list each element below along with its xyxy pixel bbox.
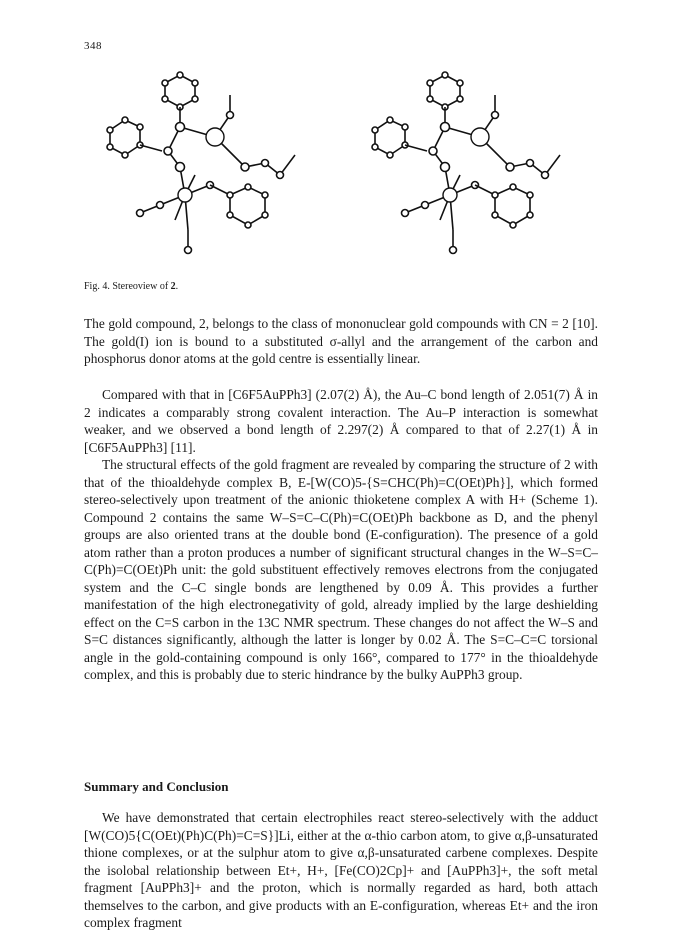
section-heading: Summary and Conclusion [84,779,229,794]
caption-text: Stereoview of [112,281,171,292]
page-number: 348 [84,40,102,52]
paragraph-structural-effects [84,456,598,684]
paragraph-bond-lengths [84,386,598,456]
stereoview-right-image [372,72,560,254]
caption-prefix: Fig. 4. [84,281,110,292]
paragraph-text: Compared with that in [C6F5AuPPh3] (2.07(2) Å), the Au–C bond length of 2.051(7) Å in 2 indicates a comparably strong covalent interaction. The Au–P interaction is somewhat weaker, and we observed a bond length of 2.297(2) Å compared to that of 2.27(1) Å in [C6F5AuPPh3] [11]. [84,387,598,455]
stereoview-left-image [107,72,295,254]
figure-caption [84,281,178,292]
caption-end: . [175,281,179,292]
paragraph-summary [84,809,598,932]
paragraph-text: We have demonstrated that certain electrophiles react stereo-selectively with the adduct [W(CO)5{C(OEt)(Ph)C(Ph)=C=S}]Li, either at the α-thio carbon atom, to give α,β-unsaturated thione complexes, or at the sulphur atom to give α,β-unsaturated carbene complexes. Despite the isolobal relationship between Et+, H+, [Fe(CO)2Cp]+ and [AuPPh3]+, the soft metal fragment [AuPPh3]+ and the proton, which is normally regarded as hard, both attach themselves to the carbon, and give products with an E-configuration, whereas Et+ and the iron complex fragment [84,810,598,930]
caption-compound: 2 [170,281,176,292]
paragraph-text: The structural effects of the gold fragment are revealed by comparing the structure of 2 with that of the thioaldehyde complex B, E-[W(CO)5-{S=CHC(Ph)=C(OEt)Ph}], which formed stereo-selectively upon treatment of the anionic thioketene complex A with H+ (Scheme 1). Compound 2 contains the same W–S=C–C(Ph)=C(OEt)Ph backbone as D, and the phenyl groups are also oriented trans at the double bond (E-configuration). The presence of a gold atom rather than a proton produces a number of significant structural changes in the W–S=C–C(Ph)=C(OEt)Ph unit: the gold substituent effectively removes electrons from the conjugated system and the C–C single bonds are lengthened by 0.09 Å. This provides a further manifestation of the high electronegativity of gold, already implied by the large deshielding effect on the C=S carbon in the 13C NMR spectrum. These changes do not affect the W–S and S=C distances significantly, although the latter is longer by 0.02 Å. The S=C–C=C torsional angle in the gold-containing compound is only 166°, compared to 177° in the thioaldehyde complex, and this is probably due to steric hindrance by the bulky AuPPh3 group. [84,457,598,682]
stereoview-figure [80,55,620,275]
stereoview-molecule-drawing [80,55,620,275]
paragraph-text: The gold compound, 2, belongs to the class of mononuclear gold compounds with CN = 2 [10]. The gold(I) ion is bound to a substituted σ-allyl and the arrangement of the carbon and phosphorus donor atoms at the gold centre is essentially linear. [84,316,598,366]
paragraph-gold-compound [84,315,598,368]
